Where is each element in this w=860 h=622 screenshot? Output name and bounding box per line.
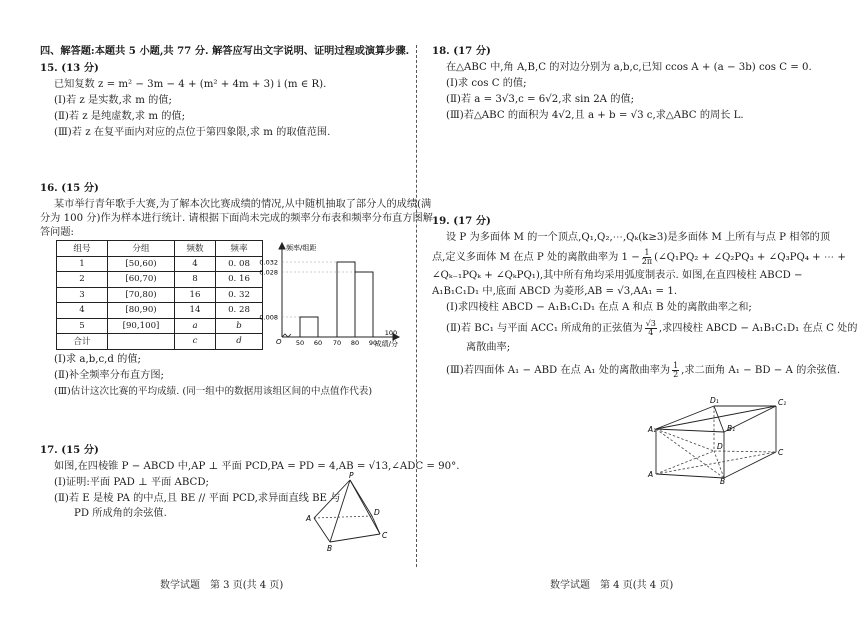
- table-cell: a: [175, 318, 216, 334]
- fig-label-a: A: [648, 470, 654, 479]
- histogram-x-label: 成绩/分: [374, 340, 398, 348]
- q15-part-1: (Ⅰ)若 z 是实数,求 m 的值;: [54, 95, 172, 106]
- table-cell: [108, 334, 175, 350]
- table-cell: 5: [57, 318, 108, 334]
- y-tick-label: 0.008: [259, 313, 278, 322]
- q18-stem: 在△ABC 中,角 A,B,C 的对边分别为 a,b,c,已知 ccos A + (a − 3b) cos C = 0.: [446, 62, 812, 73]
- x-tick-label: 80: [350, 339, 360, 347]
- histogram-bar-80-90: [337, 262, 355, 337]
- fig-label-b: B: [327, 544, 333, 552]
- fraction-1-over-2pi: [642, 249, 652, 266]
- right-page: [432, 0, 858, 622]
- histogram-origin: O: [276, 338, 282, 346]
- q19-part-3-tail: ,求二面角 A₁ − BD − A 的余弦值.: [681, 365, 841, 376]
- q18-part-1: (Ⅰ)求 cos C 的值;: [446, 78, 527, 89]
- q16-heading: 16. (15 分): [40, 182, 99, 194]
- q19-part-1: (Ⅰ)求四棱柱 ABCD − A₁B₁C₁D₁ 在点 A 和点 B 处的离散曲率之和;: [446, 302, 752, 313]
- fig-label-c: C: [382, 531, 388, 540]
- table-cell: d: [216, 334, 263, 350]
- section-header: 四、解答题:本题共 5 小题,共 77 分. 解答应写出文字说明、证明过程或演算步骤.: [40, 45, 410, 57]
- fraction-denominator: 2π: [641, 257, 653, 266]
- table-header-row: [57, 241, 263, 257]
- q19-stem-line-1: 设 P 为多面体 M 的一个顶点,Q₁,Q₂,⋯,Qₖ(k≥3)是多面体 M 上所有与点 P 相邻的顶: [446, 232, 831, 243]
- fraction-1-over-2: [672, 362, 679, 379]
- y-axis-arrow-icon: [279, 243, 285, 249]
- q18-part-3: (Ⅲ)若△ABC 的面积为 4√2,且 a + b = √3 c,求△ABC 的周长 L.: [446, 110, 744, 121]
- q19-heading: 19. (17 分): [432, 215, 491, 227]
- q18-heading: 18. (17 分): [432, 45, 491, 57]
- fraction-sqrt3-over-4: [645, 320, 657, 337]
- q17-heading: 17. (15 分): [40, 444, 99, 456]
- table-header-cell: 频率: [216, 241, 263, 257]
- q19-stem-line-2-text: 点,定义多面体 M 在点 P 处的离散曲率为 1 −: [432, 252, 640, 263]
- q18-part-2: (Ⅱ)若 a = 3√3,c = 6√2,求 sin 2A 的值;: [446, 94, 635, 105]
- table-row: [57, 272, 263, 288]
- histogram-y-label: 频率/组距: [286, 244, 317, 252]
- table-header-cell: 频数: [175, 241, 216, 257]
- q19-part-2-tail: ,求四棱柱 ABCD − A₁B₁C₁D₁ 在点 C 处的: [658, 323, 858, 334]
- x-tick-label: 70: [332, 339, 342, 347]
- table-cell: 1: [57, 256, 108, 272]
- table-row: [57, 334, 263, 350]
- table-cell: c: [175, 334, 216, 350]
- x-tick-label: 60: [313, 339, 323, 347]
- table-cell: 14: [175, 303, 216, 319]
- q19-stem-line-4: A₁B₁C₁D₁ 中,底面 ABCD 为菱形,AB = √3,AA₁ = 1.: [432, 286, 678, 297]
- q16-stem-line-3: 答问题:: [40, 227, 74, 238]
- fig-label-c: C: [778, 448, 784, 457]
- fig-label-d: D: [717, 442, 723, 451]
- q17-part-1: (Ⅰ)证明:平面 PAD ⊥ 平面 ABCD;: [54, 477, 209, 488]
- q19-part-2-line-2: 离散曲率;: [466, 342, 511, 353]
- fig-label-a1: A₁: [648, 425, 657, 434]
- q19-part-2-text: (Ⅱ)若 BC₁ 与平面 ACC₁ 所成角的正弦值为: [446, 323, 643, 334]
- table-cell: 16: [175, 287, 216, 303]
- q19-stem-line-3: ∠Qₖ₋₁PQₖ + ∠QₖPQ₁),其中所有角均采用弧度制表示. 如图,在直四棱柱 ABCD −: [432, 270, 803, 281]
- q16-part-2: (Ⅱ)补全频率分布直方图;: [54, 370, 164, 381]
- table-cell: 2: [57, 272, 108, 288]
- pyramid-figure: [302, 470, 402, 552]
- x-tick-label: 100: [384, 329, 398, 337]
- table-cell: 3: [57, 287, 108, 303]
- q16-stem-line-1: 某市举行青年歌手大赛,为了解本次比赛成绩的情况,从中随机抽取了部分人的成绩(满: [54, 199, 432, 210]
- fig-label-b: B: [720, 477, 726, 484]
- table-cell: 合计: [57, 334, 108, 350]
- prism-figure: [644, 392, 794, 484]
- table-cell: [70,80): [108, 287, 175, 303]
- q19-stem-line-2-tail: (∠Q₁PQ₂ + ∠Q₂PQ₃ + ∠Q₃PQ₄ + ⋯ +: [654, 252, 846, 263]
- fig-label-p: P: [349, 471, 354, 480]
- table-cell: [50,60): [108, 256, 175, 272]
- x-tick-label: 90: [368, 339, 378, 347]
- fig-label-b1: B₁: [727, 424, 736, 433]
- table-cell: 0. 32: [216, 287, 263, 303]
- q15-heading: 15. (13 分): [40, 62, 99, 74]
- fig-label-c1: C₁: [778, 398, 787, 407]
- q17-part-2-line-1: (Ⅱ)若 E 是棱 PA 的中点,且 BE // 平面 PCD,求异面直线 BE 与: [54, 493, 341, 504]
- table-cell: 4: [57, 303, 108, 319]
- q16-part-3: (Ⅲ)估计这次比赛的平均成绩. (同一组中的数据用该组区间的中点值作代表): [54, 386, 373, 397]
- q16-stem-line-2: 分为 100 分)作为样本进行统计. 请根据下面尚未完成的频率分布表和频率分布直方图解: [40, 213, 433, 224]
- q19-part-3: [446, 362, 840, 379]
- histogram-bar-60-70: [300, 317, 318, 337]
- page-divider: [416, 45, 417, 567]
- table-cell: [90,100]: [108, 318, 175, 334]
- fig-label-d: D: [374, 508, 380, 517]
- table-cell: 0. 16: [216, 272, 263, 288]
- q19-part-2: [446, 320, 858, 337]
- x-tick-label: 50: [295, 339, 305, 347]
- y-tick-label: 0.028: [259, 268, 278, 277]
- q17-stem: 如图,在四棱锥 P − ABCD 中,AP ⊥ 平面 PCD,PA = PD = 4,AB = √13,∠ADC = 90°.: [54, 461, 460, 472]
- fraction-numerator: 1: [673, 361, 679, 370]
- fraction-denominator: 2: [673, 370, 679, 379]
- q19-part-3-text: (Ⅲ)若四面体 A₁ − ABD 在点 A₁ 处的离散曲率为: [446, 365, 671, 376]
- table-header-cell: 分组: [108, 241, 175, 257]
- table-cell: b: [216, 318, 263, 334]
- left-page-footer: 数学试题 第 3 页(共 4 页): [160, 580, 284, 591]
- q16-part-1: (Ⅰ)求 a,b,c,d 的值;: [54, 354, 141, 365]
- frequency-histogram: [238, 240, 410, 350]
- q15-stem: 已知复数 z = m² − 3m − 4 + (m² + 4m + 3) i (m ∈ R).: [54, 79, 327, 90]
- q19-stem-line-2: [432, 249, 846, 266]
- fig-label-a: A: [306, 514, 312, 523]
- table-cell: 4: [175, 256, 216, 272]
- q17-part-2-line-2: PD 所成角的余弦值.: [74, 508, 167, 519]
- table-row: [57, 287, 263, 303]
- right-page-footer: 数学试题 第 4 页(共 4 页): [550, 580, 674, 591]
- table-header-cell: 组号: [57, 241, 108, 257]
- q15-part-3: (Ⅲ)若 z 在复平面内对应的点位于第四象限,求 m 的取值范围.: [54, 127, 331, 138]
- left-page: [40, 0, 460, 622]
- table-row: [57, 256, 263, 272]
- table-cell: 0. 28: [216, 303, 263, 319]
- table-row: [57, 318, 263, 334]
- table-row: [57, 303, 263, 319]
- y-tick-label: 0.032: [259, 258, 278, 267]
- table-cell: [80,90): [108, 303, 175, 319]
- table-cell: 0. 08: [216, 256, 263, 272]
- fraction-numerator: √3: [645, 319, 656, 328]
- fraction-numerator: 1: [644, 248, 650, 257]
- fraction-denominator: 4: [648, 328, 654, 337]
- fig-label-d1: D₁: [710, 396, 719, 405]
- histogram-bar-90-100: [355, 272, 373, 337]
- table-cell: 8: [175, 272, 216, 288]
- table-cell: [60,70): [108, 272, 175, 288]
- q15-part-2: (Ⅱ)若 z 是纯虚数,求 m 的值;: [54, 111, 186, 122]
- frequency-table: [56, 240, 263, 350]
